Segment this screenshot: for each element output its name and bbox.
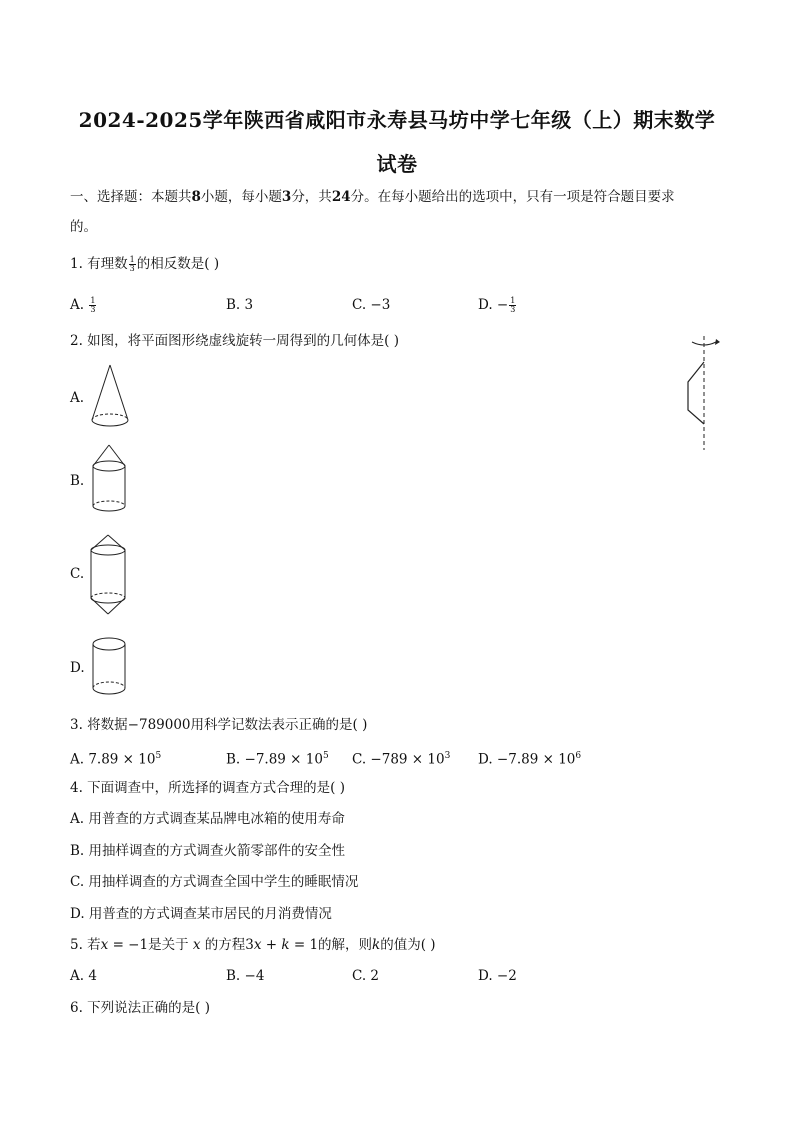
- q1-stem: [70, 255, 219, 273]
- q1-option-b[interactable]: B. 3: [226, 297, 254, 313]
- q5-option-c[interactable]: C. 2: [352, 968, 380, 984]
- q2-plane-figure: [678, 334, 728, 454]
- q1-stem-text-b: 的相反数是( ): [136, 256, 220, 272]
- q2-option-d-label[interactable]: D.: [70, 660, 85, 676]
- q1-option-d-label: D. −: [478, 297, 509, 313]
- q2-double-cone-cylinder-icon[interactable]: [86, 532, 130, 618]
- q3-option-b[interactable]: [226, 747, 329, 769]
- q5-option-d[interactable]: D. −2: [478, 968, 517, 984]
- q3-option-a-base: A. 7.89 × 10: [70, 751, 156, 768]
- section-num-8: 8: [191, 189, 201, 205]
- q3-option-a-exp: 5: [155, 751, 162, 761]
- section-num-3: 3: [281, 189, 292, 205]
- q4-stem: 4. 下面调查中，所选择的调查方式合理的是( ): [70, 780, 345, 796]
- q3-option-d-base: D. −7.89 × 10: [478, 751, 576, 768]
- q1-option-c[interactable]: C. −3: [352, 297, 391, 313]
- section-num-24: 24: [331, 189, 351, 205]
- q3-option-d-exp: 6: [575, 751, 582, 761]
- section-text-a: 一、选择题：本题共: [70, 189, 192, 205]
- q3-option-d[interactable]: [478, 747, 581, 769]
- q1-frac-num: 1: [129, 255, 135, 264]
- section-header-line2: 的。: [70, 219, 97, 235]
- q5-stem: 5. 若𝑥 = −1是关于 𝑥 的方程3𝑥 + 𝑘 = 1的解，则𝑘的值为( ): [70, 937, 436, 953]
- exam-title-line1: 2024-2025学年陕西省咸阳市永寿县马坊中学七年级（上）期末数学: [78, 108, 716, 132]
- q2-stem: 2. 如图，将平面图形绕虚线旋转一周得到的几何体是( ): [70, 333, 399, 349]
- q3-stem: 3. 将数据−789000用科学记数法表示正确的是( ): [70, 717, 368, 733]
- q3-option-a[interactable]: [70, 747, 161, 769]
- q1-option-d-num: 1: [510, 296, 516, 305]
- q3-option-c-base: C. −789 × 10: [352, 751, 445, 768]
- q3-option-c-exp: 3: [444, 751, 451, 761]
- q1-frac-den: 3: [129, 264, 135, 273]
- q5-option-b[interactable]: B. −4: [226, 968, 265, 984]
- q3-option-b-exp: 5: [322, 751, 329, 761]
- q3-option-c[interactable]: [352, 747, 450, 769]
- q5-option-a[interactable]: A. 4: [70, 968, 97, 984]
- q1-option-d[interactable]: [478, 296, 517, 314]
- q1-option-d-den: 3: [510, 305, 516, 314]
- q4-option-a[interactable]: A. 用普查的方式调查某品牌电冰箱的使用寿命: [70, 811, 345, 827]
- q4-option-c[interactable]: C. 用抽样调查的方式调查全国中学生的睡眠情况: [70, 874, 359, 890]
- section-header: [70, 188, 675, 206]
- q6-stem: 6. 下列说法正确的是( ): [70, 1000, 210, 1016]
- q4-option-b[interactable]: B. 用抽样调查的方式调查火箭零部件的安全性: [70, 843, 346, 859]
- q1-option-a-label: A.: [70, 297, 85, 313]
- q2-option-c-label[interactable]: C.: [70, 566, 85, 582]
- q1-option-a-num: 1: [90, 296, 96, 305]
- q2-option-b-label[interactable]: B.: [70, 473, 85, 489]
- q1-option-a-den: 3: [90, 305, 96, 314]
- q2-cone-icon[interactable]: [88, 362, 132, 432]
- q2-cylinder-icon[interactable]: [88, 634, 130, 700]
- q2-cone-on-cylinder-icon[interactable]: [88, 442, 130, 518]
- exam-title-line2: 试卷: [376, 152, 418, 176]
- section-text-d: 分。在每小题给出的选项中，只有一项是符合题目要求: [350, 189, 675, 205]
- q4-option-d[interactable]: D. 用普查的方式调查某市居民的月消费情况: [70, 906, 332, 922]
- q2-option-a-label[interactable]: A.: [70, 390, 85, 406]
- q1-option-d-fraction: [509, 297, 516, 314]
- q3-option-b-base: B. −7.89 × 10: [226, 751, 323, 768]
- q1-option-a[interactable]: [70, 296, 97, 314]
- q1-stem-text-a: 1. 有理数: [70, 256, 128, 272]
- q1-option-a-fraction: [89, 297, 96, 314]
- section-text-b: 小题，每小题: [200, 189, 282, 205]
- section-text-c: 分，共: [291, 189, 332, 205]
- q1-fraction: [129, 256, 136, 273]
